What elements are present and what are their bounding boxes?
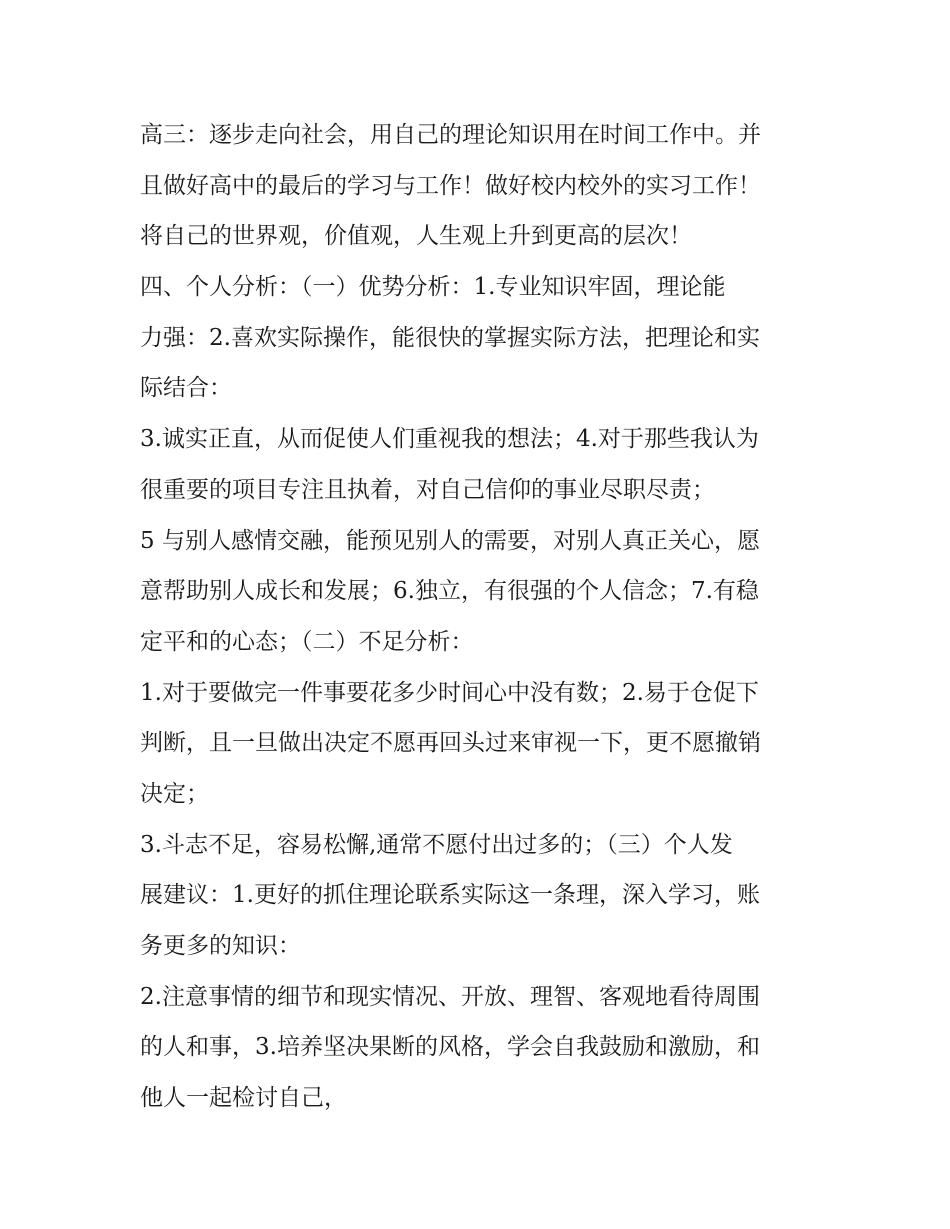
text-line: 5 与别人感情交融，能预见别人的需要，对别人真正关心，愿 [140,527,760,554]
text-line: 展建议：1.更好的抓住理论联系实际这一条理，深入学习，账 [140,882,760,909]
text-line: 高三：逐步走向社会，用自己的理论知识用在时间工作中。并 [140,122,761,148]
text-line: 3.斗志不足，容易松懈,通常不愿付出过多的；（三）个人发 [140,831,733,858]
text-line: 且做好高中的最后的学习与工作！做好校内校外的实习工作！ [140,172,761,199]
text-line: 的人和事，3.培养坚决果断的风格，学会自我鼓励和激励，和 [140,1034,760,1061]
text-line: 很重要的项目专注且执着，对自己信仰的事业尽职尽责； [140,476,715,503]
text-line: 他人一起检讨自己， [140,1085,347,1112]
text-line: 2.注意事情的细节和现实情况、开放、理智、客观地看待周围 [140,983,760,1010]
text-line: 1.对于要做完一件事要花多少时间心中没有数；2.易于仓促下 [140,679,759,706]
text-line: 力强：2.喜欢实际操作，能很快的掌握实际方法，把理论和实 [140,324,760,351]
text-line: 将自己的世界观，价值观，人生观上升到更高的层次！ [140,223,692,250]
text-line: 际结合： [140,375,232,402]
text-line: 判断，且一旦做出决定不愿再回头过来审视一下，更不愿撤销 [140,730,761,757]
text-line: 意帮助别人成长和发展；6.独立，有很强的个人信念；7.有稳 [140,578,759,605]
text-line: 定平和的心态；（二）不足分析： [140,628,474,655]
text-line: 3.诚实正直，从而促使人们重视我的想法；4.对于那些我认为 [140,426,759,453]
body-text [140,110,820,1124]
text-line: 决定； [140,780,209,807]
text-line: 四、个人分析：（一）优势分析：1.专业知识牢固，理论能 [140,274,726,301]
text-line: 务更多的知识： [140,933,301,959]
